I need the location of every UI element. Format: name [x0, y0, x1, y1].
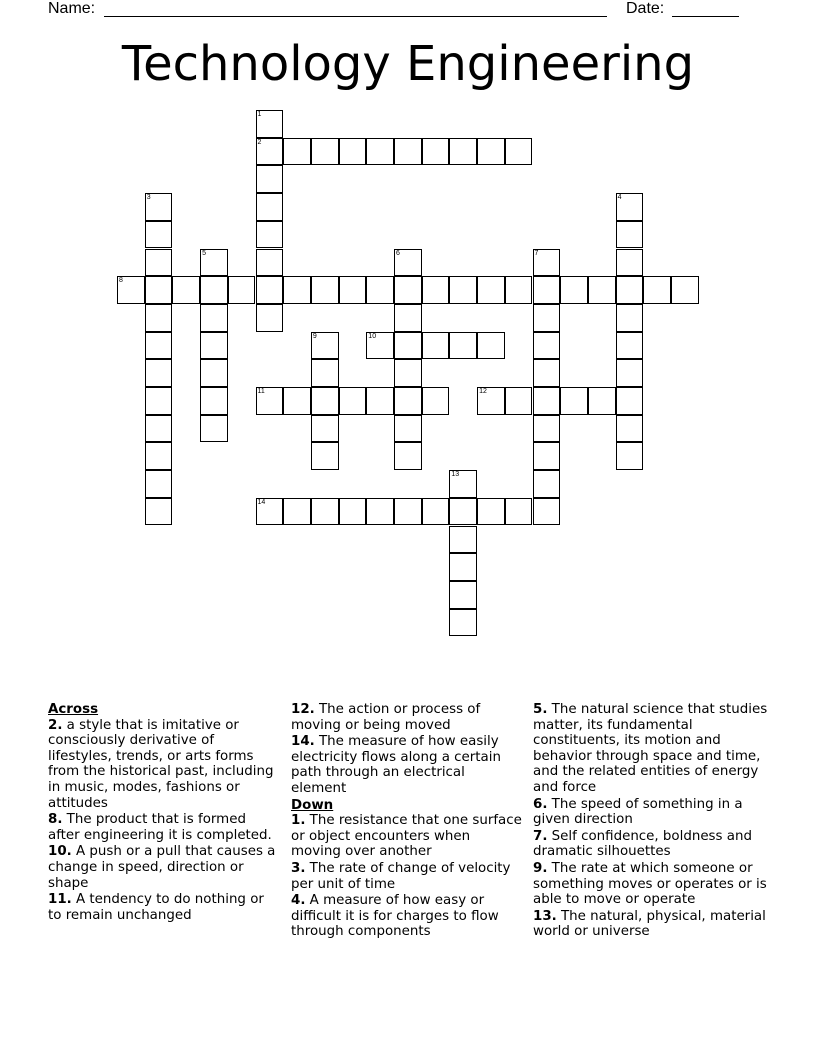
grid-cell[interactable] — [616, 249, 644, 277]
grid-cell[interactable] — [449, 498, 477, 526]
grid-cell[interactable] — [311, 359, 339, 387]
grid-cell[interactable] — [616, 332, 644, 360]
grid-cell[interactable] — [449, 609, 477, 637]
grid-cell[interactable] — [145, 387, 173, 415]
clue-number: 10 — [368, 332, 377, 340]
grid-cell[interactable] — [394, 249, 422, 277]
grid-cell[interactable] — [449, 553, 477, 581]
grid-cell[interactable] — [533, 304, 561, 332]
grid-cell[interactable] — [339, 276, 367, 304]
grid-cell[interactable] — [145, 332, 173, 360]
clue-across-10: 10. A push or a pull that causes a change in speed, direction or shape — [48, 844, 276, 891]
grid-cell[interactable] — [145, 359, 173, 387]
grid-cell[interactable] — [311, 138, 339, 166]
clue-number: 1 — [257, 111, 262, 118]
grid-cell[interactable] — [616, 415, 644, 443]
clue-number: 5 — [202, 249, 206, 257]
grid-cell[interactable] — [145, 304, 173, 332]
grid-cell[interactable] — [394, 498, 422, 526]
grid-cell[interactable] — [394, 442, 422, 470]
grid-cell[interactable] — [422, 387, 450, 415]
grid-cell[interactable] — [533, 442, 561, 470]
grid-cell[interactable] — [145, 221, 173, 249]
grid-cell[interactable] — [366, 276, 394, 304]
clue-across-11: 11. A tendency to do nothing or to remain unchanged — [48, 892, 264, 923]
grid-cell[interactable] — [366, 332, 394, 360]
grid-cell[interactable] — [560, 387, 588, 415]
grid-cell[interactable] — [422, 138, 450, 166]
grid-cell[interactable] — [505, 276, 533, 304]
grid-cell[interactable] — [339, 498, 367, 526]
grid-cell[interactable] — [394, 387, 422, 415]
grid-cell[interactable] — [477, 498, 505, 526]
grid-cell[interactable] — [366, 387, 394, 415]
grid-cell[interactable] — [477, 276, 505, 304]
grid-cell[interactable] — [394, 332, 422, 360]
grid-cell[interactable] — [671, 276, 699, 304]
grid-cell[interactable] — [560, 276, 588, 304]
grid-cell[interactable] — [394, 276, 422, 304]
grid-cell[interactable] — [449, 581, 477, 609]
grid-cell[interactable] — [311, 415, 339, 443]
grid-cell[interactable] — [533, 498, 561, 526]
clues-column-1 — [48, 702, 280, 924]
clue-across-8: 8. The product that is formed after engineering it is completed. — [48, 812, 272, 843]
grid-cell[interactable] — [533, 415, 561, 443]
grid-cell[interactable] — [533, 276, 561, 304]
grid-cell[interactable] — [533, 470, 561, 498]
grid-cell[interactable] — [311, 442, 339, 470]
grid-cell[interactable] — [200, 304, 228, 332]
grid-cell[interactable] — [449, 526, 477, 554]
grid-cell[interactable] — [283, 276, 311, 304]
clue-across-14: 14. The measure of how easily electricity flows along a certain path through an electrical element — [291, 734, 501, 796]
grid-cell[interactable] — [588, 276, 616, 304]
grid-cell[interactable] — [422, 498, 450, 526]
grid-cell[interactable] — [394, 138, 422, 166]
grid-cell[interactable] — [422, 276, 450, 304]
grid-cell[interactable] — [616, 442, 644, 470]
clue-down-6: 6. The speed of something in a given direction — [533, 796, 743, 828]
grid-cell[interactable] — [449, 276, 477, 304]
grid-cell[interactable] — [616, 359, 644, 387]
grid-cell[interactable] — [533, 332, 561, 360]
grid-cell[interactable] — [616, 304, 644, 332]
clue-down-5: 5. The natural science that studies matter, its fundamental constituents, its motion and behavior through space and time, and the related entities of energy and force — [533, 702, 768, 795]
clue-across-12: 12. The action or process of moving or being moved — [291, 702, 481, 733]
clue-down-3: 3. The rate of change of velocity per unit of time — [291, 860, 511, 892]
grid-cell[interactable] — [256, 138, 284, 166]
page-title: Technology Engineering — [121, 36, 695, 92]
clue-number: 8 — [119, 277, 123, 285]
grid-cell[interactable] — [533, 249, 561, 277]
grid-cell[interactable] — [449, 138, 477, 166]
date-label: Date: — [626, 0, 665, 17]
grid-cell[interactable] — [366, 498, 394, 526]
clue-down-1: 1. The resistance that one surface or object encounters when moving over another — [291, 813, 522, 860]
name-label: Name: — [48, 0, 96, 17]
grid-cell[interactable] — [616, 221, 644, 249]
grid-cell[interactable] — [172, 276, 200, 304]
grid-cell[interactable] — [256, 165, 284, 193]
grid-cell[interactable] — [117, 276, 145, 304]
grid-cell[interactable] — [477, 387, 505, 415]
grid-cell[interactable] — [200, 387, 228, 415]
grid-cell[interactable] — [145, 193, 173, 221]
grid-cell[interactable] — [533, 359, 561, 387]
grid-cell[interactable] — [145, 249, 173, 277]
grid-cell[interactable] — [616, 193, 644, 221]
grid-cell[interactable] — [616, 276, 644, 304]
clue-number: 12 — [479, 388, 487, 395]
grid-cell[interactable] — [145, 415, 173, 443]
grid-cell[interactable] — [394, 415, 422, 443]
grid-cell[interactable] — [256, 193, 284, 221]
grid-cell[interactable] — [339, 387, 367, 415]
grid-cell[interactable] — [256, 221, 284, 249]
grid-cell[interactable] — [228, 276, 256, 304]
grid-cell[interactable] — [505, 498, 533, 526]
grid-cell[interactable] — [200, 415, 228, 443]
grid-cell[interactable] — [200, 276, 228, 304]
grid-cell[interactable] — [145, 470, 173, 498]
grid-cell[interactable] — [449, 332, 477, 360]
grid-cell[interactable] — [200, 249, 228, 277]
clue-down-4: 4. A measure of how easy or difficult it is for charges to flow through components — [291, 893, 499, 940]
clue-number: 2 — [257, 138, 262, 146]
grid-cell[interactable] — [366, 138, 394, 166]
grid-cell[interactable] — [145, 276, 173, 304]
grid-cell[interactable] — [505, 387, 533, 415]
grid-cell[interactable] — [311, 387, 339, 415]
down-heading: Down — [291, 797, 334, 813]
grid-cell[interactable] — [477, 138, 505, 166]
grid-cell[interactable] — [477, 332, 505, 360]
grid-cell[interactable] — [505, 138, 533, 166]
across-heading: Across — [48, 702, 99, 717]
clue-number: 13 — [451, 471, 460, 479]
clue-number: 14 — [257, 498, 266, 506]
grid-cell[interactable] — [449, 470, 477, 498]
grid-cell[interactable] — [311, 332, 339, 360]
clue-down-13: 13. The natural, physical, material world or universe — [533, 908, 766, 940]
clue-down-9: 9. The rate at which someone or something moves or operates or is able to move or operate — [533, 860, 767, 908]
clue-number: 7 — [534, 249, 539, 257]
grid-cell[interactable] — [256, 304, 284, 332]
grid-cell[interactable] — [200, 332, 228, 360]
grid-cell[interactable] — [145, 442, 173, 470]
grid-cell[interactable] — [256, 498, 284, 526]
grid-cell[interactable] — [394, 359, 422, 387]
clue-number: 9 — [312, 332, 317, 340]
grid-cell[interactable] — [643, 276, 671, 304]
grid-cell[interactable] — [256, 387, 284, 415]
clue-number: 4 — [617, 194, 622, 202]
grid-cell[interactable] — [616, 387, 644, 415]
clue-down-7: 7. Self confidence, boldness and dramatic silhouettes — [533, 828, 752, 860]
grid-cell[interactable] — [283, 138, 311, 166]
grid-cell[interactable] — [533, 387, 561, 415]
clue-across-2: 2. a style that is imitative or consciously derivative of lifestyles, trends, or arts forms from the historical past, including in music, modes, fashions or attitudes — [48, 717, 274, 811]
clue-number: 11 — [257, 388, 265, 395]
grid-cell[interactable] — [339, 138, 367, 166]
grid-cell[interactable] — [283, 387, 311, 415]
grid-cell[interactable] — [256, 249, 284, 277]
grid-cell[interactable] — [311, 276, 339, 304]
grid-cell[interactable] — [283, 498, 311, 526]
grid-cell[interactable] — [256, 276, 284, 304]
grid-cell[interactable] — [422, 332, 450, 360]
clue-number: 3 — [146, 194, 151, 202]
clue-number: 6 — [396, 249, 400, 257]
grid-cell[interactable] — [394, 304, 422, 332]
clues-column-2 — [291, 702, 523, 941]
grid-cell[interactable] — [311, 498, 339, 526]
grid-cell[interactable] — [588, 387, 616, 415]
clues-column-3 — [533, 702, 773, 941]
grid-cell[interactable] — [200, 359, 228, 387]
grid-cell[interactable] — [256, 110, 284, 138]
grid-cell[interactable] — [145, 498, 173, 526]
